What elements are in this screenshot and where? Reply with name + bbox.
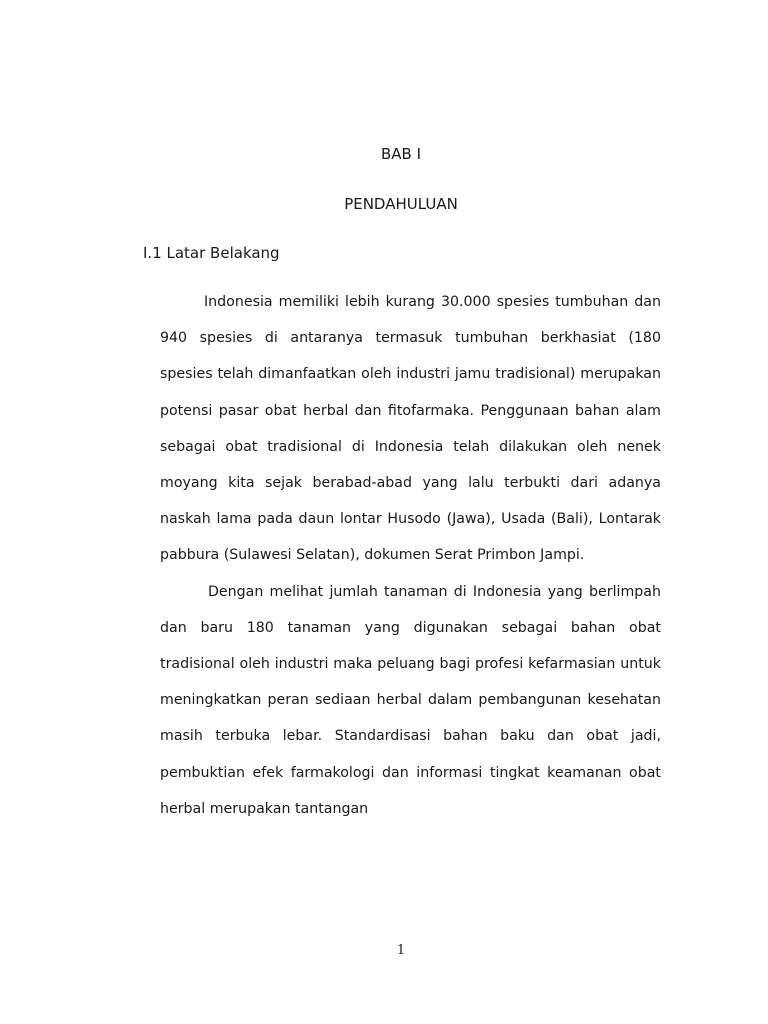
body-text <box>160 284 661 827</box>
paragraph-1: Indonesia memiliki lebih kurang 30.000 spesies tumbuhan dan 940 spesies di antaranya termasuk tumbuhan berkhasiat (180 spesies telah dimanfaatkan oleh industri jamu tradisional) merupakan potensi pasar obat herbal dan fitofarmaka. Penggunaan bahan alam sebagai obat tradisional di Indonesia telah dilakukan oleh nenek moyang kita sejak berabad-abad yang lalu terbukti dari adanya naskah lama pada daun lontar Husodo (Jawa), Usada (Bali), Lontarak pabbura (Sulawesi Selatan), dokumen Serat Primbon Jampi. <box>160 294 661 564</box>
chapter-title: PENDAHULUAN <box>344 195 458 213</box>
page-number: 1 <box>396 943 406 958</box>
chapter-label: BAB I <box>380 145 422 163</box>
section-heading: I.1 Latar Belakang <box>143 244 280 262</box>
paragraph-2: Dengan melihat jumlah tanaman di Indonesia yang berlimpah dan baru 180 tanaman yang digunakan sebagai bahan obat tradisional oleh industri maka peluang bagi profesi kefarmasian untuk meningkatkan peran sediaan herbal dalam pembangunan kesehatan masih terbuka lebar. Standardisasi bahan baku dan obat jadi, pembuktian efek farmakologi dan informasi tingkat keamanan obat herbal merupakan tantangan <box>160 583 661 817</box>
